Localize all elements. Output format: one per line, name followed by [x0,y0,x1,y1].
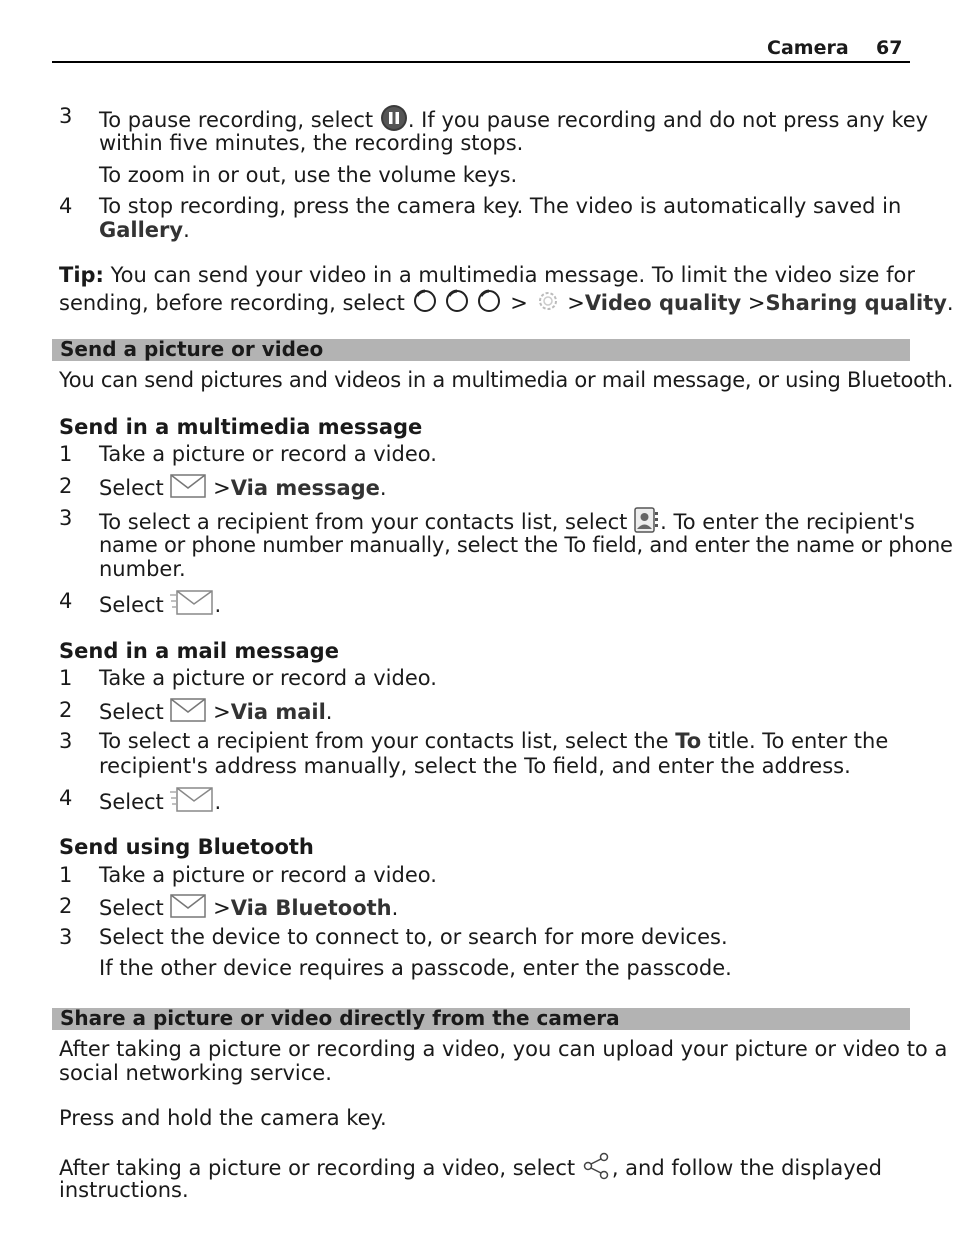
step-number: 2 [59,698,73,722]
share-icon [582,1151,612,1187]
step-text: To select a recipient from your contacts list, select the To title. To enter the [99,729,889,753]
send-icon [170,786,214,820]
envelope-icon [170,894,206,924]
step-number: 2 [59,474,73,498]
subheading: Send in a multimedia message [59,415,423,439]
subheading: Send using Bluetooth [59,835,314,859]
step-text: Take a picture or record a video. [99,666,437,690]
step-text: Gallery. [99,218,190,242]
step-text: Select >Via mail. [99,698,332,728]
step-text: within five minutes, the recording stops. [99,131,524,155]
subheading: Send in a mail message [59,639,339,663]
paragraph: Press and hold the camera key. [59,1106,387,1130]
step-text: Take a picture or record a video. [99,863,437,887]
sharing-quality-term: Sharing quality [765,291,947,315]
envelope-icon [170,698,206,728]
page-number: 67 [876,37,903,59]
to-term: To [675,729,702,753]
step-text: name or phone number manually, select the To field, and enter the name or phone [99,533,953,557]
step-number: 2 [59,894,73,918]
chapter-title: Camera [767,37,849,59]
paragraph: After taking a picture or recording a video, select , and follow the displayed [59,1151,882,1187]
step-text: Take a picture or record a video. [99,442,437,466]
step-text: Select >Via message. [99,474,387,504]
section-heading: Share a picture or video directly from the camera [52,1008,910,1030]
video-quality-term: Video quality [584,291,742,315]
step-number: 3 [59,506,73,530]
options-icon [412,288,504,320]
paragraph: social networking service. [59,1061,332,1085]
send-icon [170,589,214,623]
step-text: Select the device to connect to, or search for more devices. [99,925,728,949]
step-text: Select >Via Bluetooth. [99,894,398,924]
step-number: 3 [59,729,73,753]
step-text: Select . [99,786,221,820]
tip-text: Tip: You can send your video in a multimedia message. To limit the video size for [59,263,915,287]
tip-label: Tip: [59,263,104,287]
step-note: To zoom in or out, use the volume keys. [99,163,518,187]
paragraph: instructions. [59,1178,189,1202]
step-text: Select . [99,589,221,623]
step-number: 1 [59,863,73,887]
settings-icon [535,288,561,320]
step-text: To select a recipient from your contacts list, select . To enter the recipient's [99,506,915,540]
step-text: To stop recording, press the camera key. The video is automatically saved in [99,194,902,218]
header-rule [52,61,910,63]
step-number: 4 [59,589,73,613]
step-number: 1 [59,442,73,466]
envelope-icon [170,474,206,504]
step-text: number. [99,557,186,581]
step-number: 3 [59,925,73,949]
step-text: recipient's address manually, select the To field, and enter the address. [99,754,851,778]
step-number: 1 [59,666,73,690]
step-text: To pause recording, select . If you pause recording and do not press any key [99,104,928,138]
section-heading: Send a picture or video [52,339,910,361]
step-note: If the other device requires a passcode, enter the passcode. [99,956,732,980]
step-number: 4 [59,194,73,218]
step-number: 3 [59,104,73,128]
section-intro: You can send pictures and videos in a multimedia or mail message, or using Bluetooth. [59,368,954,392]
paragraph: After taking a picture or recording a video, you can upload your picture or video to a [59,1037,948,1061]
tip-text: sending, before recording, select > >Video quality >Sharing quality. [59,288,954,320]
step-number: 4 [59,786,73,810]
gallery-term: Gallery [99,218,184,242]
